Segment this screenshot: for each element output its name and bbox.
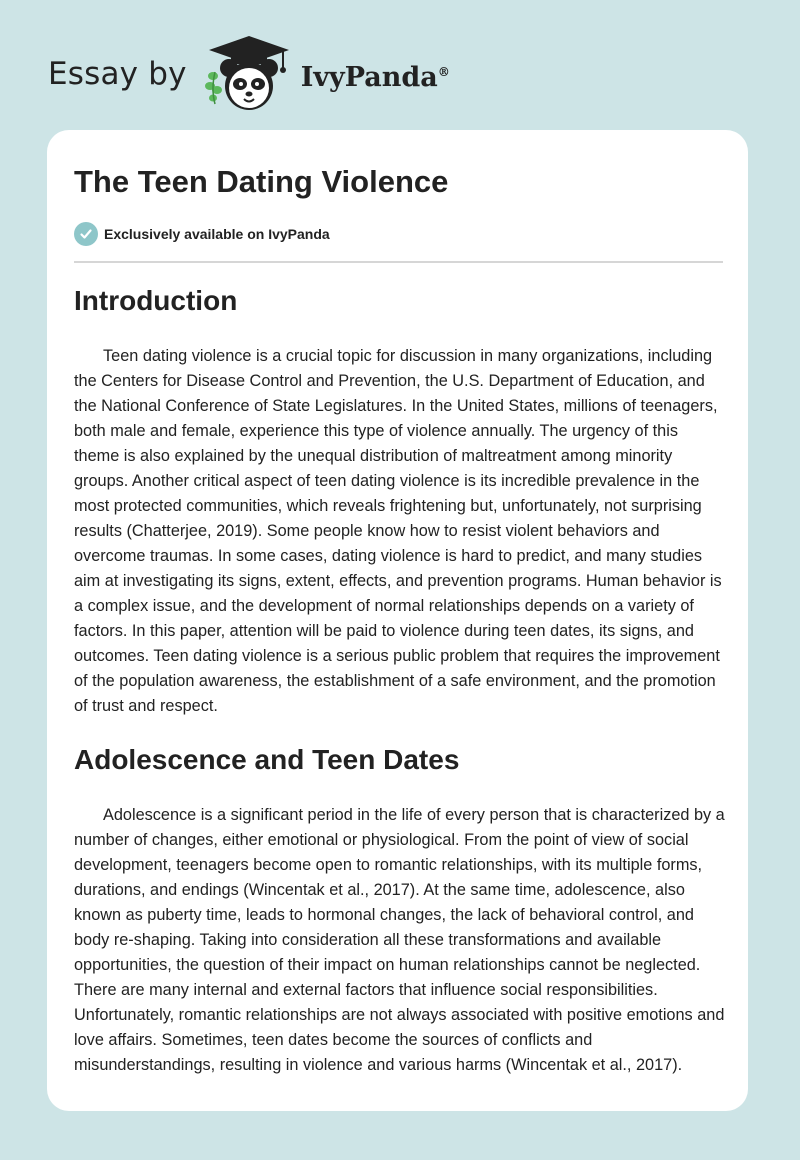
section-body-introduction: Teen dating violence is a crucial topic for discussion in many organizations, including the Centers for Disease Control and Prevention, the U.S. Department of Education, and the National Conference of State Legislatures. In the United States, millions of teenagers, both male and female, experience this type of violence annually. The urgency of this theme is also explained by the unequal distribution of maltreatment among minority groups. Another critical aspect of teen dating violence is its incredible prevalence in the most protected communities, which reveals frightening but, unfortunately, not surprising results (Chatterjee, 2019). Some people know how to resist violent behaviors and overcome traumas. In some cases, dating violence is hard to predict, and many studies aim at investigating its signs, extent, effects, and prevention programs. Human behavior is a complex issue, and the development of normal relationships depends on a variety of factors. In this paper, attention will be paid to violence during teen dates, its signs, and outcomes. Teen dating violence is a serious public problem that requires the improvement of the population awareness, the establishment of a safe environment, and the promotion of trust and respect. bbox=[74, 347, 722, 715]
site-header bbox=[48, 34, 450, 114]
brand-name[interactable]: IvyPanda® bbox=[300, 61, 450, 93]
essay-by-label: Essay by bbox=[48, 56, 187, 92]
check-icon bbox=[74, 222, 98, 246]
registered-mark: ® bbox=[437, 64, 450, 79]
panda-logo-icon[interactable] bbox=[203, 34, 295, 114]
essay-content bbox=[74, 282, 726, 1078]
section-body-adolescence: Adolescence is a significant period in the life of every person that is characterized by a number of changes, either emotional or physiological. From the point of view of social development, teenagers become open to romantic relationships, with its multiple forms, durations, and endings (Wincentak et al., 2017). At the same time, adolescence, also known as puberty time, leads to hormonal changes, the lack of behavioral control, and body re-shaping. Taking into consideration all these transformations and available opportunities, the question of their impact on human relationships cannot be neglected. There are many internal and external factors that influence social responsibilities. Unfortunately, romantic relationships are not always associated with positive emotions and love affairs. Sometimes, teen dates become the sources of conflicts and misunderstandings, resulting in violence and various harms (Wincentak et al., 2017). bbox=[74, 806, 725, 1074]
divider bbox=[74, 261, 723, 263]
exclusive-badge bbox=[74, 222, 330, 246]
page-title: The Teen Dating Violence bbox=[74, 164, 449, 199]
section-heading-adolescence: Adolescence and Teen Dates bbox=[74, 744, 460, 775]
section-heading-introduction: Introduction bbox=[74, 285, 238, 316]
essay-card bbox=[47, 130, 748, 1111]
exclusive-badge-text: Exclusively available on IvyPanda bbox=[104, 226, 330, 242]
